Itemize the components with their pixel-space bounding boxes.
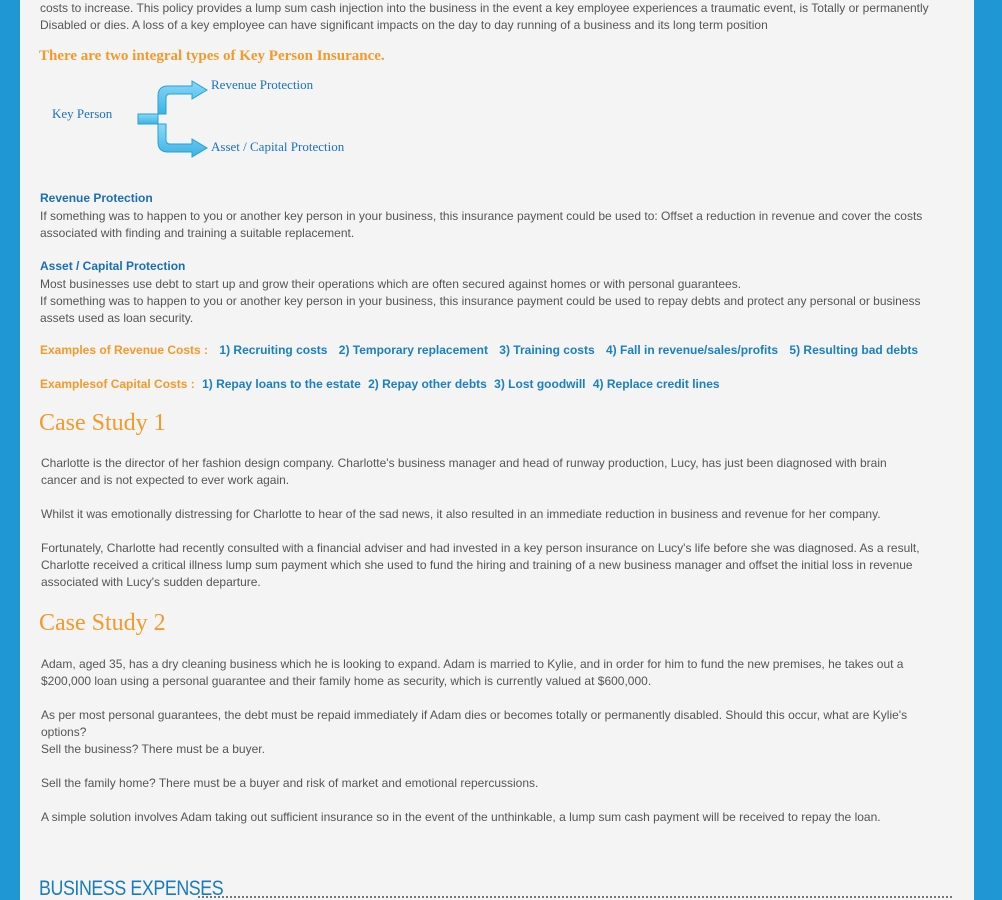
case-study-2-text: Adam, aged 35, has a dry cleaning business which he is looking to expand. Adam is married to Kylie, and in order for him to fund the new premises, he takes out a bbox=[41, 657, 904, 671]
examples-capital-item: 2) Repay other debts bbox=[368, 377, 487, 391]
case-study-1-text: cancer and is not expected to ever work again. bbox=[41, 473, 290, 487]
examples-revenue-item: 1) Recruiting costs bbox=[219, 343, 328, 357]
examples-capital-label: Examplesof Capital Costs : bbox=[40, 377, 195, 391]
intro-line-1: costs to increase. This policy provides a lump sum cash injection into the business in the event a key employee experiences a traumatic event, is Totally or permanently bbox=[40, 1, 929, 15]
diagram-branch-top: Revenue Protection bbox=[211, 77, 314, 92]
examples-revenue bbox=[40, 343, 918, 357]
split-arrow-icon bbox=[136, 80, 210, 158]
asset-line-1: Most businesses use debt to start up and grow their operations which are often secured against homes or with personal guarantees. bbox=[40, 277, 742, 291]
types-heading: There are two integral types of Key Person Insurance. bbox=[39, 48, 385, 64]
examples-revenue-item: 2) Temporary replacement bbox=[338, 343, 488, 357]
diagram-branch-bottom: Asset / Capital Protection bbox=[211, 139, 345, 154]
case-study-2-text: Sell the family home? There must be a buyer and risk of market and emotional repercussions. bbox=[41, 776, 539, 790]
business-expenses-heading: BUSINESS EXPENSES bbox=[39, 877, 224, 900]
case-study-2-text: A simple solution involves Adam taking out sufficient insurance so in the event of the unthinkable, a lump sum cash payment will be received to repay the loan. bbox=[41, 810, 881, 824]
section-divider bbox=[198, 896, 952, 898]
case-study-1-text: Whilst it was emotionally distressing for Charlotte to hear of the sad news, it also resulted in an immediate reduction in business and revenue for her company. bbox=[41, 507, 881, 521]
asset-line-2: If something was to happen to you or another key person in your business, this insurance payment could be used to repay debts and protect any personal or business bbox=[40, 294, 921, 308]
examples-capital bbox=[40, 377, 720, 391]
diagram-source-label: Key Person bbox=[52, 106, 113, 121]
case-study-1-title: Case Study 1 bbox=[39, 410, 166, 436]
examples-capital-item: 1) Repay loans to the estate bbox=[202, 377, 361, 391]
case-study-1-text: Charlotte is the director of her fashion design company. Charlotte's business manager and head of runway production, Lucy, has just been diagnosed with brain bbox=[41, 456, 887, 470]
asset-line-3: assets used as loan security. bbox=[40, 311, 194, 325]
case-study-2-text: $200,000 loan using a personal guarantee and their family home as security, which is currently valued at $600,000. bbox=[41, 674, 652, 688]
examples-revenue-item: 4) Fall in revenue/sales/profits bbox=[606, 343, 779, 357]
revenue-heading: Revenue Protection bbox=[40, 191, 153, 205]
examples-revenue-item: 5) Resulting bad debts bbox=[789, 343, 919, 357]
examples-revenue-label: Examples of Revenue Costs : bbox=[40, 343, 209, 357]
case-study-2-text: options? bbox=[41, 725, 87, 739]
intro-line-2: Disabled or dies. A loss of a key employee can have significant impacts on the day to day running of a business and its long term position bbox=[40, 18, 768, 32]
examples-capital-item: 4) Replace credit lines bbox=[592, 377, 720, 391]
case-study-1-text: associated with Lucy's sudden departure. bbox=[41, 575, 261, 589]
asset-heading: Asset / Capital Protection bbox=[40, 259, 186, 273]
revenue-line-1: If something was to happen to you or another key person in your business, this insurance payment could be used to: Offset a reduction in revenue and cover the costs bbox=[40, 209, 923, 223]
examples-capital-item: 3) Lost goodwill bbox=[494, 377, 586, 391]
case-study-2-text: Sell the business? There must be a buyer. bbox=[41, 742, 265, 756]
case-study-2-title: Case Study 2 bbox=[39, 610, 166, 636]
case-study-1-text: Charlotte received a critical illness lump sum payment which she used to fund the hiring and training of a new business manager and offset the initial loss in revenue bbox=[41, 558, 913, 572]
revenue-line-2: associated with finding and training a suitable replacement. bbox=[40, 226, 355, 240]
examples-revenue-item: 3) Training costs bbox=[499, 343, 595, 357]
case-study-2-text: As per most personal guarantees, the debt must be repaid immediately if Adam dies or becomes totally or permanently disabled. Should this occur, what are Kylie's bbox=[41, 708, 908, 722]
case-study-1-text: Fortunately, Charlotte had recently consulted with a financial adviser and had invested in a key person insurance on Lucy's life before she was diagnosed. As a result, bbox=[41, 541, 920, 555]
